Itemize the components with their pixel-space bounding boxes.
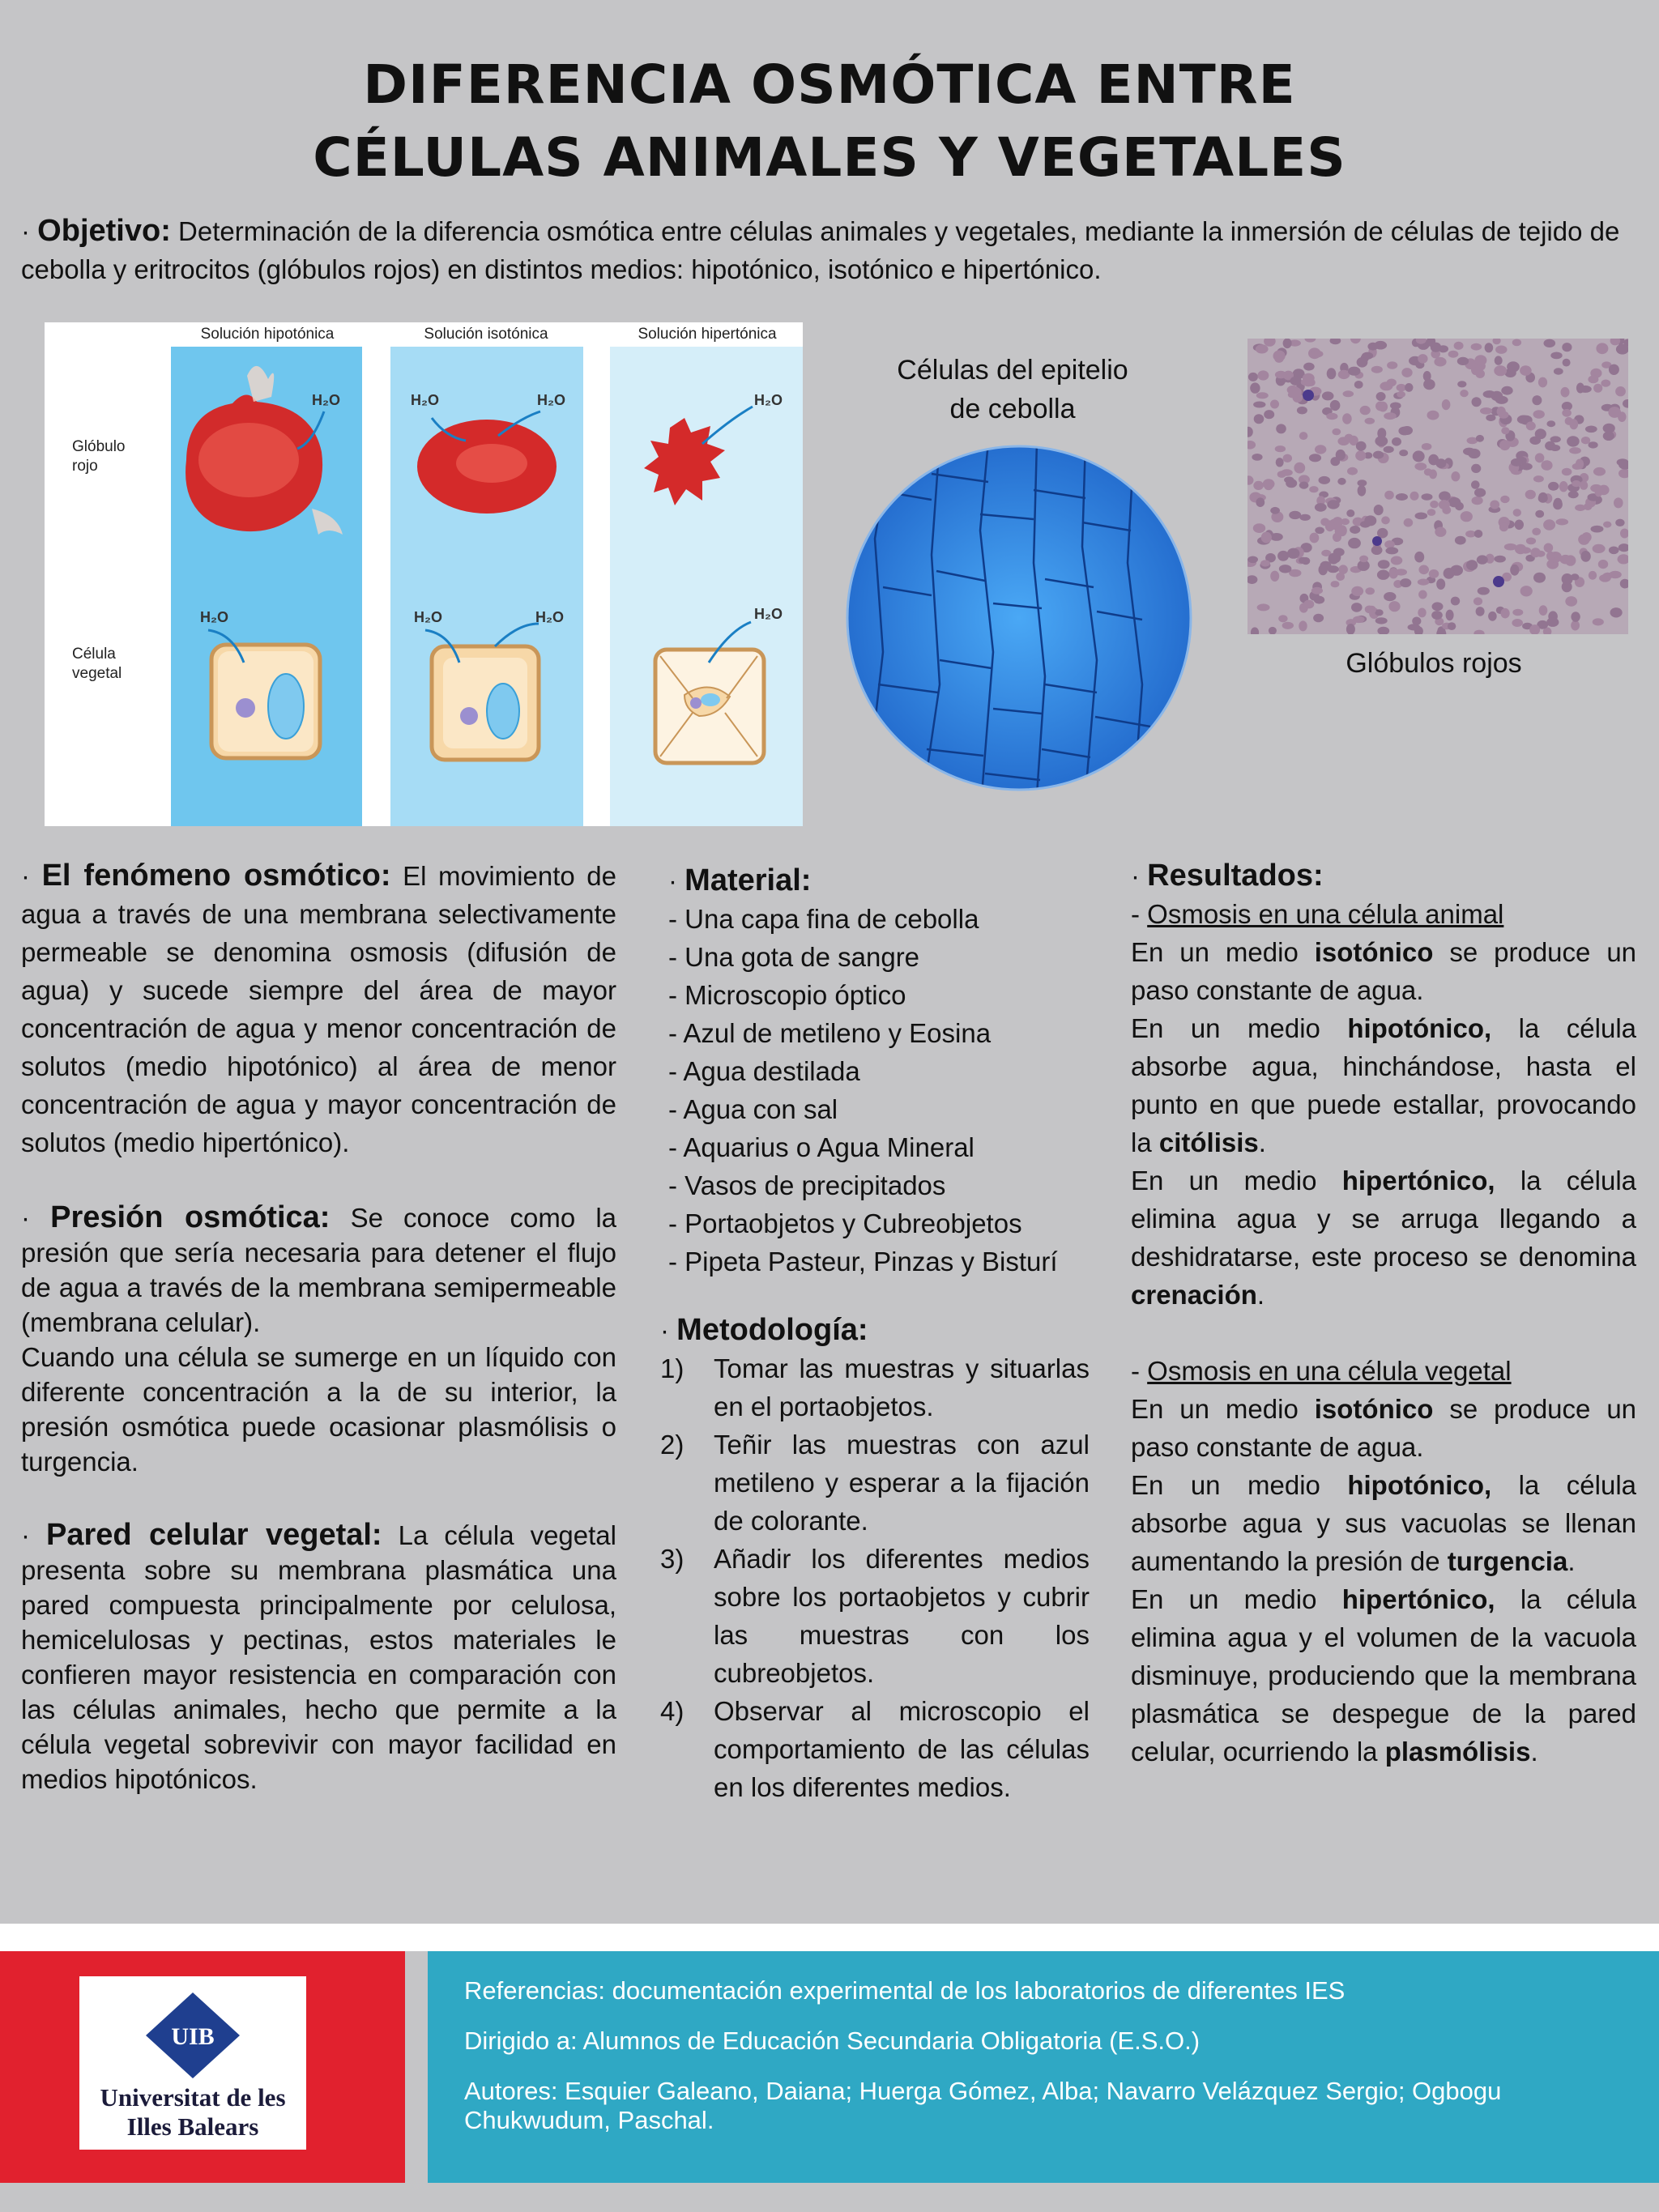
osmotic-phenomenon-section: · El fenómeno osmótico: El movimiento de agua a través de una membrana selectivamente permeable se denomina osmosis (difusión de agua) y sucede siempre del área de mayor concentración de agua y menor concentración de solutos (medio hipotónico) al área de menor concentración de agua y mayor concentración de solutos (medio hipertónico). [21, 859, 616, 1157]
row-label-red-cell: Glóbulo rojo [72, 438, 126, 475]
list-item: - Una capa fina de cebolla [668, 904, 979, 934]
pressure-text-2: Cuando una célula se sumerge en un líquido con diferente concentración a la de su interior, la presión osmótica puede ocasionar plasmólisis o turgencia. [21, 1342, 616, 1477]
results-label: Resultados: [1147, 859, 1324, 893]
swollen-red-cell-icon [186, 366, 343, 535]
list-item: 3) Añadir los diferentes medios sobre los portaobjetos y cubrir las muestras con los cubreobjetos. [660, 1544, 1090, 1688]
osmosis-illustration [45, 322, 803, 826]
audience-text: Dirigido a: Alumnos de Educación Secundaria Obligatoria (E.S.O.) [464, 2027, 1201, 2055]
normal-red-cell-icon [417, 411, 557, 514]
footer-credits [464, 1976, 1639, 2156]
poster-title [0, 49, 1659, 194]
list-item: - Portaobjetos y Cubreobjetos [668, 1208, 1022, 1238]
red-blood-cells-micrograph [1247, 339, 1628, 634]
methodology-steps [660, 1349, 1090, 1806]
references-text: Referencias: documentación experimental de los laboratorios de diferentes IES [464, 1976, 1346, 2005]
list-item: - Azul de metileno y Eosina [668, 1018, 992, 1048]
methodology-section: · Metodología: 1) Tomar las muestras y situarlas en el portaobjetos. 2) Teñir las muestras con azul metileno y esperar a la fijación de colorante. 3) Añadir los diferentes medios sobre los portaobjetos y cubrir las muestras con los cubreobjetos. 4) Observar al microscopio el comportamiento de las células en los diferentes medios. [660, 1311, 1090, 1806]
wall-text: La célula vegetal presenta sobre su membrana plasmática una pared compuesta principalmente por celulosa, hemicelulosas y pectinas, estos materiales le confieren mayor resistencia en comparación con las células animales, hecho que permite a la célula vegetal sobrevivir con mayor facilidad en medios hipotónicos. [21, 1520, 616, 1794]
plant-osmosis-title: Osmosis en una célula vegetal [1147, 1356, 1512, 1386]
water-label: H₂O [200, 609, 228, 625]
results-column: · Resultados: - Osmosis en una célula animal En un medio isotónico se produce un paso constante de agua. En un medio hipotónico, la célula absorbe agua, hinchándose, hasta el punto en que puede estallar, provocando la citólisis. En un medio hipertónico, la célula elimina agua y se arruga llegando a deshidratarse, este proceso se denomina crenación. - Osmosis en una célula vegetal En un medio isotónico se produce un paso constante de agua. En un medio hipotónico, la célula absorbe agua y sus vacuolas se llenan aumentando la presión de turgencia. En un medio hipertónico, la célula elimina agua y el volumen de la vacuola disminuye, produciendo que la membrana plasmática se despegue de la pared celular, ocurriendo la plasmólisis. [1131, 857, 1636, 1771]
methods-column [660, 862, 1090, 1806]
plasmolyzed-plant-cell-icon [655, 622, 764, 763]
pressure-text: Se conoce como la presión que sería necesaria para detener el flujo de agua a través de la membrana semipermeable (membrana celular). [21, 1203, 617, 1337]
animal-isotonic-text: En un medio isotónico se produce un paso constante de agua. [1131, 937, 1637, 1005]
list-item: 1) Tomar las muestras y situarlas en el portaobjetos. [660, 1353, 1090, 1421]
objective-section: · Objetivo: Determinación de la diferencia osmótica entre células animales y vegetales, mediante la inmersión de células de tejido de cebolla y eritrocitos (glóbulos rojos) en distintos medios: hipotónico, isotónico e hipertónico. [21, 214, 1620, 284]
plant-hypotonic-text: En un medio hipotónico, la célula absorbe agua y sus vacuolas se llenan aumentando la presión de turgencia. [1131, 1470, 1636, 1576]
plant-hypertonic-text: En un medio hipertónico, la célula elimina agua y el volumen de la vacuola disminuye, produciendo que la membrana plasmática se despegue de la pared celular, ocurriendo la plasmólisis. [1131, 1584, 1637, 1767]
uib-badge-text: UIB [171, 2023, 215, 2050]
list-item: - Vasos de precipitados [668, 1170, 946, 1200]
uib-logo-text: Universitat de les Illes Balears [100, 2083, 286, 2141]
col-label-isotonic: Solución isotónica [424, 326, 548, 343]
uib-emblem-icon [144, 1991, 241, 2080]
wall-label: Pared celular vegetal: [46, 1518, 382, 1552]
osmosis-diagram [45, 322, 803, 826]
material-section: · Material: - Una capa fina de cebolla - Una gota de sangre - Microscopio óptico - Azul de metileno y Eosina - Agua destilada - Agua con sal - Aquarius o Agua Mineral - Vasos de precipitados - Portaobjetos y Cubreobjetos - Pipeta Pasteur, Pinzas y Bisturí [668, 862, 1090, 1281]
onion-cells-caption: Células del epitelio de cebolla [897, 355, 1128, 424]
osmotic-pressure-section: · Presión osmótica: Se conoce como la presión que sería necesaria para detener el flujo de agua a través de la membrana semipermeable (membrana celular). Cuando una célula se sumerge en un líquido con diferente concentración a la de su interior, la presión osmótica puede ocasionar plasmólisis o turgencia. [21, 1200, 616, 1479]
objective-text: Determinación de la diferencia osmótica entre células animales y vegetales, mediante la inmersión de células de tejido de cebolla y eritrocitos (glóbulos rojos) en distintos medios: hipotónico, isotónico e hipertónico. [21, 216, 1620, 284]
list-item: - Microscopio óptico [668, 980, 906, 1010]
col-label-hypertonic: Solución hipertónica [638, 326, 777, 343]
water-label: H₂O [537, 392, 565, 408]
row-label-plant-cell: Célula vegetal [72, 646, 122, 682]
red-blood-cells-caption: Glóbulos rojos [1346, 648, 1522, 679]
onion-epithelium-micrograph [842, 441, 1196, 795]
authors-text: Autores: Esquier Galeano, Daiana; Huerga Gómez, Alba; Navarro Velázquez Sergio; Ogbogu Chukwudum, Paschal. [464, 2077, 1502, 2134]
water-label: H₂O [754, 606, 783, 622]
list-item: - Agua destilada [668, 1056, 860, 1086]
theory-column [21, 857, 616, 1835]
objective-label: Objetivo: [37, 214, 171, 248]
animal-hypotonic-text: En un medio hipotónico, la célula absorbe agua, hinchándose, hasta el punto en que puede estallar, provocando la citólisis. [1131, 1013, 1636, 1157]
osmotic-text: El movimiento de agua a través de una membrana selectivamente permeable se denomina osmosis (difusión de agua) y sucede siempre del área de mayor concentración de agua y menor concentración de solutos (medio hipotónico) al área de menor concentración de agua y mayor concentración de solutos (medio hipertónico). [21, 861, 616, 1157]
plant-isotonic-text: En un medio isotónico se produce un paso constante de agua. [1131, 1394, 1637, 1462]
methodology-label: Metodología: [676, 1313, 868, 1347]
pressure-label: Presión osmótica: [50, 1200, 331, 1234]
osmotic-label: El fenómeno osmótico: [41, 859, 391, 893]
col-label-hypotonic: Solución hipotónica [200, 326, 335, 343]
cell-wall-section: · Pared celular vegetal: La célula vegetal presenta sobre su membrana plasmática una pared compuesta principalmente por celulosa, hemicelulosas y pectinas, estos materiales le confieren mayor resistencia en comparación con las células animales, hecho que permite a la célula vegetal sobrevivir con mayor facilidad en medios hipotónicos. [21, 1518, 616, 1794]
material-list [668, 900, 1090, 1281]
water-label: H₂O [535, 609, 564, 625]
animal-osmosis-title: Osmosis en una célula animal [1147, 899, 1504, 929]
material-label: Material: [684, 863, 812, 897]
crenated-red-cell-icon [644, 407, 753, 505]
footer-divider [0, 1924, 1659, 1951]
title-line-1: DIFERENCIA OSMÓTICA ENTRE [363, 53, 1296, 116]
list-item: - Pipeta Pasteur, Pinzas y Bisturí [668, 1247, 1058, 1276]
list-item: - Aquarius o Agua Mineral [668, 1132, 975, 1162]
water-label: H₂O [754, 392, 783, 408]
water-label: H₂O [312, 392, 340, 408]
animal-hypertonic-text: En un medio hipertónico, la célula elimina agua y se arruga llegando a deshidratarse, este proceso se denomina crenación. [1131, 1166, 1637, 1310]
list-item: 4) Observar al microscopio el comportamiento de las células en los diferentes medios. [660, 1696, 1090, 1802]
water-label: H₂O [414, 609, 442, 625]
list-item: 2) Teñir las muestras con azul metileno y esperar a la fijación de colorante. [660, 1430, 1090, 1536]
list-item: - Una gota de sangre [668, 942, 920, 972]
list-item: - Agua con sal [668, 1094, 838, 1124]
normal-plant-cell-icon [425, 624, 539, 760]
turgid-plant-cell-icon [208, 630, 320, 758]
title-line-2: CÉLULAS ANIMALES Y VEGETALES [313, 126, 1346, 189]
water-label: H₂O [411, 392, 439, 408]
uib-logo [79, 1976, 306, 2150]
